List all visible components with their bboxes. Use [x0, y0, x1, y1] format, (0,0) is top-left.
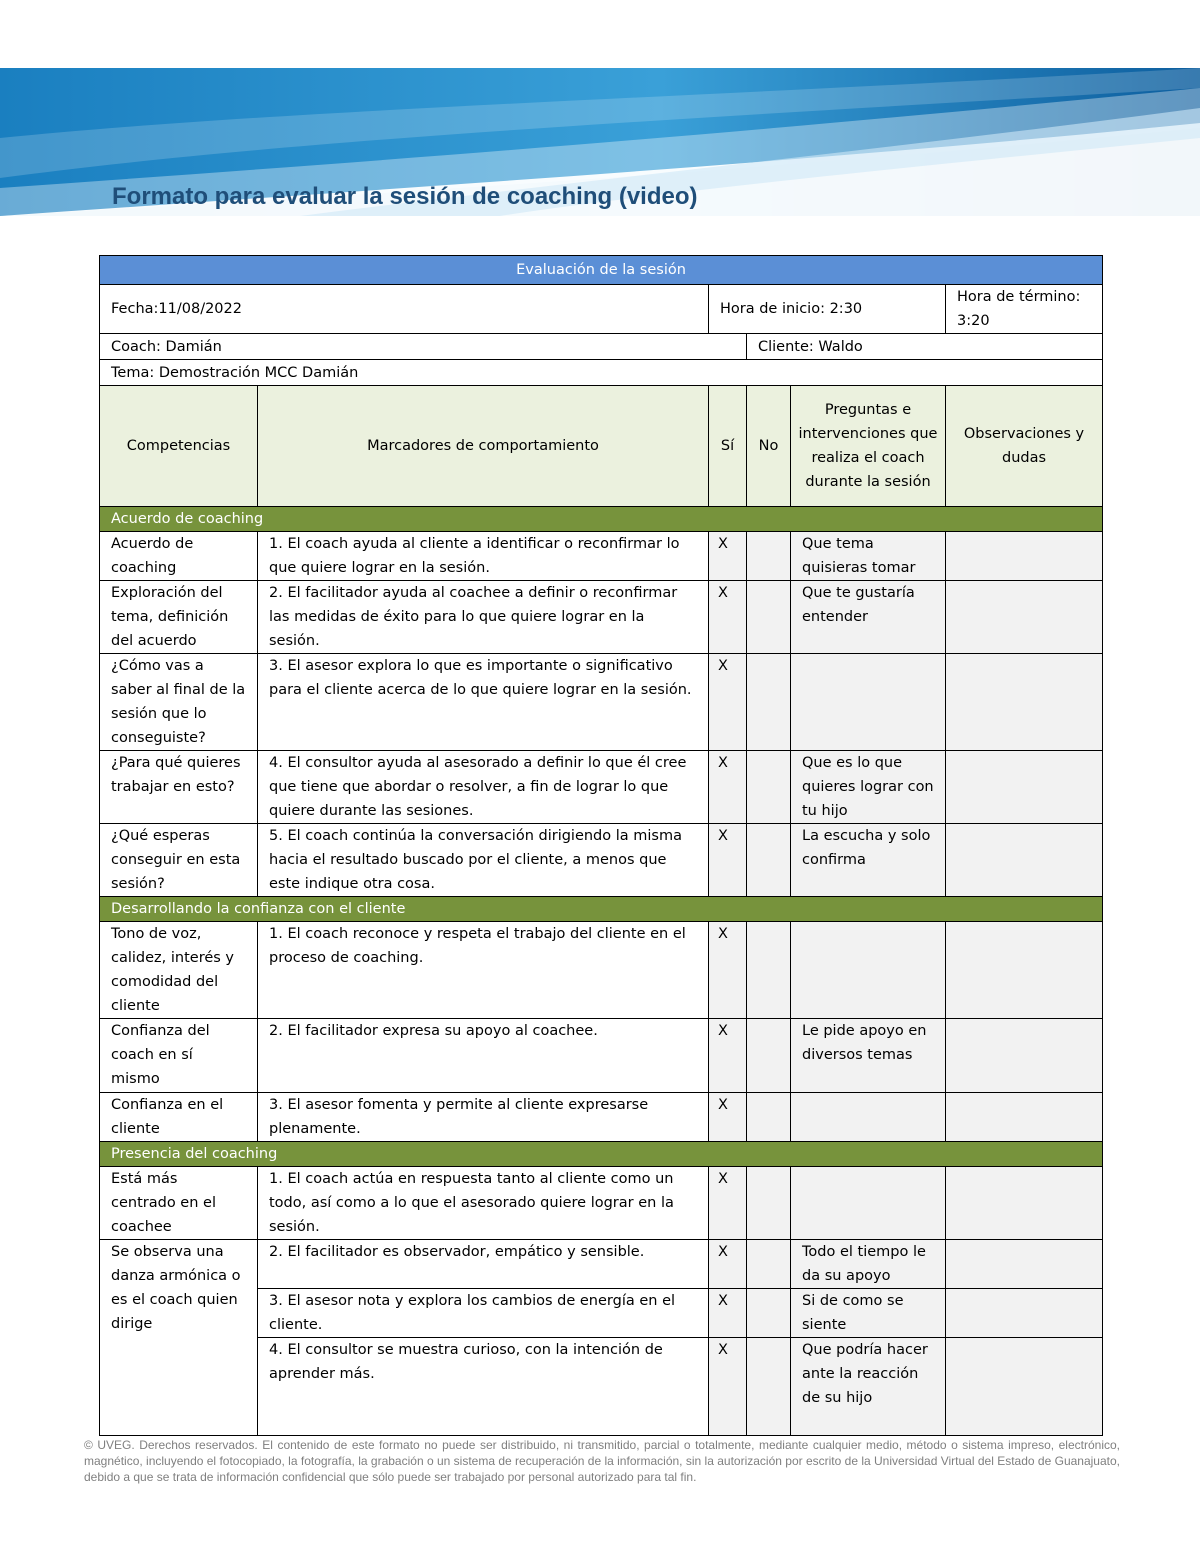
table-row — [100, 532, 1103, 581]
preguntas-cell: Que tema quisieras tomar — [791, 532, 946, 581]
si-cell: X — [709, 1093, 747, 1142]
preguntas-cell: La escucha y solo confirma — [791, 824, 946, 897]
observaciones-cell — [946, 1167, 1103, 1240]
no-cell — [747, 1167, 791, 1240]
column-header-marcadores: Marcadores de comportamiento — [258, 386, 709, 507]
preguntas-cell: Que podría hacer ante la reacción de su hijo — [791, 1338, 946, 1436]
observaciones-cell — [946, 751, 1103, 824]
si-cell: X — [709, 581, 747, 654]
copyright-footer: © UVEG. Derechos reservados. El contenido de este formato no puede ser distribuido, ni transmitido, parcial o totalmente, mediante cualquier medio, método o sistema impreso, electrónico, magnético, incluyendo el fotocopiado, la fotografía, la grabación o un sistema de recuperación de la información, sin la autorización por escrito de la Universidad Virtual del Estado de Guanajuato, debido a que se trata de información confidencial que sólo puede ser trabajado por personal autorizado para tal fin. — [84, 1438, 1120, 1484]
hora-termino-field: Hora de término: 3:20 — [946, 285, 1103, 334]
no-cell — [747, 1019, 791, 1093]
observaciones-cell — [946, 1289, 1103, 1338]
column-header-si: Sí — [709, 386, 747, 507]
no-cell — [747, 1289, 791, 1338]
fecha-field: Fecha:11/08/2022 — [100, 285, 709, 334]
observaciones-cell — [946, 922, 1103, 1019]
marcador-cell: 2. El facilitador ayuda al coachee a definir o reconfirmar las medidas de éxito para lo que quiere lograr en la sesión. — [258, 581, 709, 654]
observaciones-cell — [946, 581, 1103, 654]
marcador-cell: 2. El facilitador expresa su apoyo al coachee. — [258, 1019, 709, 1093]
coach-field: Coach: Damián — [100, 334, 747, 360]
table-row — [100, 581, 1103, 654]
preguntas-cell: Le pide apoyo en diversos temas — [791, 1019, 946, 1093]
si-cell: X — [709, 1240, 747, 1289]
observaciones-cell — [946, 654, 1103, 751]
no-cell — [747, 922, 791, 1019]
table-row — [100, 751, 1103, 824]
no-cell — [747, 1240, 791, 1289]
si-cell: X — [709, 1167, 747, 1240]
preguntas-cell — [791, 1093, 946, 1142]
observaciones-cell — [946, 1093, 1103, 1142]
column-header-preguntas: Preguntas e intervenciones que realiza el coach durante la sesión — [791, 386, 946, 507]
page-title: Formato para evaluar la sesión de coaching (video) — [112, 183, 698, 210]
preguntas-cell: Si de como se siente — [791, 1289, 946, 1338]
section-title: Desarrollando la confianza con el cliente — [100, 897, 1103, 922]
observaciones-cell — [946, 532, 1103, 581]
preguntas-cell — [791, 654, 946, 751]
si-cell: X — [709, 532, 747, 581]
competencia-cell: ¿Cómo vas a saber al final de la sesión que lo conseguiste? — [100, 654, 258, 751]
si-cell: X — [709, 1019, 747, 1093]
table-row — [100, 1019, 1103, 1093]
observaciones-cell — [946, 1240, 1103, 1289]
no-cell — [747, 654, 791, 751]
table-row — [100, 922, 1103, 1019]
marcador-cell: 1. El coach ayuda al cliente a identificar o reconfirmar lo que quiere lograr en la sesión. — [258, 532, 709, 581]
marcador-cell: 3. El asesor fomenta y permite al cliente expresarse plenamente. — [258, 1093, 709, 1142]
no-cell — [747, 751, 791, 824]
preguntas-cell: Que te gustaría entender — [791, 581, 946, 654]
competencia-cell: Confianza del coach en sí mismo — [100, 1019, 258, 1093]
si-cell: X — [709, 1289, 747, 1338]
observaciones-cell — [946, 824, 1103, 897]
column-header-observaciones: Observaciones y dudas — [946, 386, 1103, 507]
si-cell: X — [709, 751, 747, 824]
table-row — [100, 1093, 1103, 1142]
observaciones-cell — [946, 1338, 1103, 1436]
table-row — [100, 1240, 1103, 1289]
preguntas-cell — [791, 1167, 946, 1240]
competencia-cell: ¿Qué esperas conseguir en esta sesión? — [100, 824, 258, 897]
preguntas-cell — [791, 922, 946, 1019]
competencia-cell: Exploración del tema, definición del acuerdo — [100, 581, 258, 654]
competencia-cell: ¿Para qué quieres trabajar en esto? — [100, 751, 258, 824]
no-cell — [747, 1093, 791, 1142]
marcador-cell: 2. El facilitador es observador, empático y sensible. — [258, 1240, 709, 1289]
si-cell: X — [709, 824, 747, 897]
column-header-no: No — [747, 386, 791, 507]
no-cell — [747, 581, 791, 654]
marcador-cell: 4. El consultor ayuda al asesorado a definir lo que él cree que tiene que abordar o resolver, a fin de lograr lo que quiere durante las sesiones. — [258, 751, 709, 824]
marcador-cell: 1. El coach reconoce y respeta el trabajo del cliente en el proceso de coaching. — [258, 922, 709, 1019]
cliente-field: Cliente: Waldo — [747, 334, 1103, 360]
competencia-cell: Confianza en el cliente — [100, 1093, 258, 1142]
si-cell: X — [709, 654, 747, 751]
table-header: Evaluación de la sesión — [100, 256, 1103, 285]
no-cell — [747, 824, 791, 897]
competencia-cell: Está más centrado en el coachee — [100, 1167, 258, 1240]
section-title: Acuerdo de coaching — [100, 507, 1103, 532]
table-row — [100, 1167, 1103, 1240]
marcador-cell: 5. El coach continúa la conversación dirigiendo la misma hacia el resultado buscado por el cliente, a menos que este indique otra cosa. — [258, 824, 709, 897]
marcador-cell: 1. El coach actúa en respuesta tanto al cliente como un todo, así como a lo que el asesorado quiere lograr en la sesión. — [258, 1167, 709, 1240]
competencia-cell: Se observa una danza armónica o es el coach quien dirige — [100, 1240, 258, 1436]
evaluation-table — [99, 255, 1103, 1436]
preguntas-cell: Todo el tiempo le da su apoyo — [791, 1240, 946, 1289]
marcador-cell: 3. El asesor nota y explora los cambios de energía en el cliente. — [258, 1289, 709, 1338]
column-header-competencias: Competencias — [100, 386, 258, 507]
no-cell — [747, 532, 791, 581]
table-row — [100, 824, 1103, 897]
no-cell — [747, 1338, 791, 1436]
marcador-cell: 4. El consultor se muestra curioso, con la intención de aprender más. — [258, 1338, 709, 1436]
section-title: Presencia del coaching — [100, 1142, 1103, 1167]
preguntas-cell: Que es lo que quieres lograr con tu hijo — [791, 751, 946, 824]
si-cell: X — [709, 1338, 747, 1436]
table-row — [100, 654, 1103, 751]
observaciones-cell — [946, 1019, 1103, 1093]
hora-inicio-field: Hora de inicio: 2:30 — [709, 285, 946, 334]
si-cell: X — [709, 922, 747, 1019]
competencia-cell: Tono de voz, calidez, interés y comodidad del cliente — [100, 922, 258, 1019]
tema-field: Tema: Demostración MCC Damián — [100, 360, 1103, 386]
competencia-cell: Acuerdo de coaching — [100, 532, 258, 581]
marcador-cell: 3. El asesor explora lo que es importante o significativo para el cliente acerca de lo que quiere lograr en la sesión. — [258, 654, 709, 751]
